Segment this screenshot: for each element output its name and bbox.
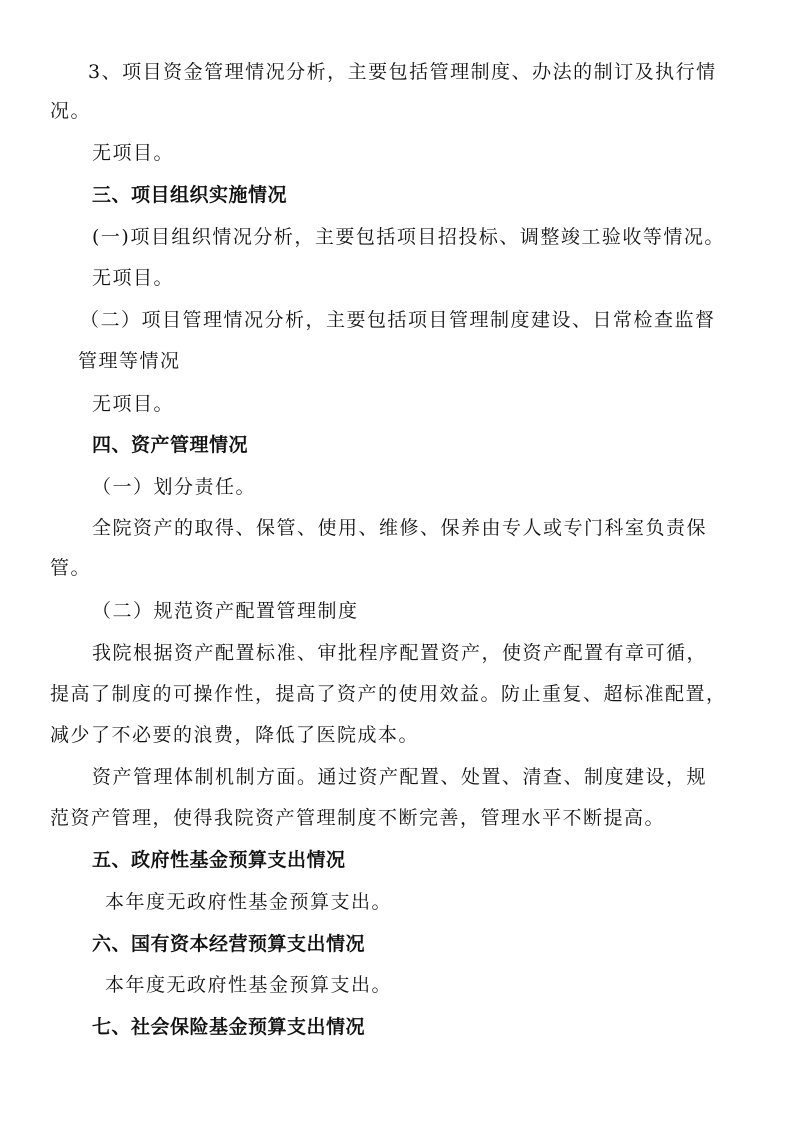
paragraph-line: （二）项目管理情况分析，主要包括项目管理制度建设、日常检查监督 [80,309,716,331]
section-heading: 四、资产管理情况 [92,434,249,456]
paragraph-line: 本年度无政府性基金预算支出。 [105,974,393,996]
paragraph-line: 全院资产的取得、保管、使用、维修、保养由专人或专门科室负责保 [92,517,708,539]
paragraph-line: 3、项目资金管理情况分析，主要包括管理制度、办法的制订及执行情 [88,61,717,83]
paragraph-line: 无项目。 [92,393,175,415]
section-heading: 六、国有资本经营预算支出情况 [92,933,366,955]
paragraph-line: 无项目。 [92,142,175,164]
paragraph-line: 况。 [50,100,92,122]
paragraph-line: 我院根据资产配置标准、审批程序配置资产，使资产配置有章可循， [92,642,708,664]
paragraph-line: 无项目。 [92,267,175,289]
paragraph-line: 范资产管理，使得我院资产管理制度不断完善，管理水平不断提高。 [50,807,666,829]
paragraph-line: 资产管理体制机制方面。通过资产配置、处置、清查、制度建设，规 [92,766,708,788]
paragraph-line: （一）划分责任。 [92,476,257,498]
section-heading: 五、政府性基金预算支出情况 [92,849,346,871]
paragraph-line: 管理等情况 [78,350,181,372]
paragraph-line: （二）规范资产配置管理制度 [92,600,359,622]
section-heading: 三、项目组织实施情况 [92,184,288,206]
section-heading: 七、社会保险基金预算支出情况 [92,1016,366,1038]
paragraph-line: 管。 [50,557,92,579]
paragraph-line: (一)项目组织情况分析，主要包括项目招投标、调整竣工验收等情况。 [92,226,725,248]
paragraph-line: 本年度无政府性基金预算支出。 [105,891,393,913]
paragraph-line: 减少了不必要的浪费，降低了医院成本。 [50,724,420,746]
paragraph-line: 提高了制度的可操作性，提高了资产的使用效益。防止重复、超标准配置， [50,683,727,705]
